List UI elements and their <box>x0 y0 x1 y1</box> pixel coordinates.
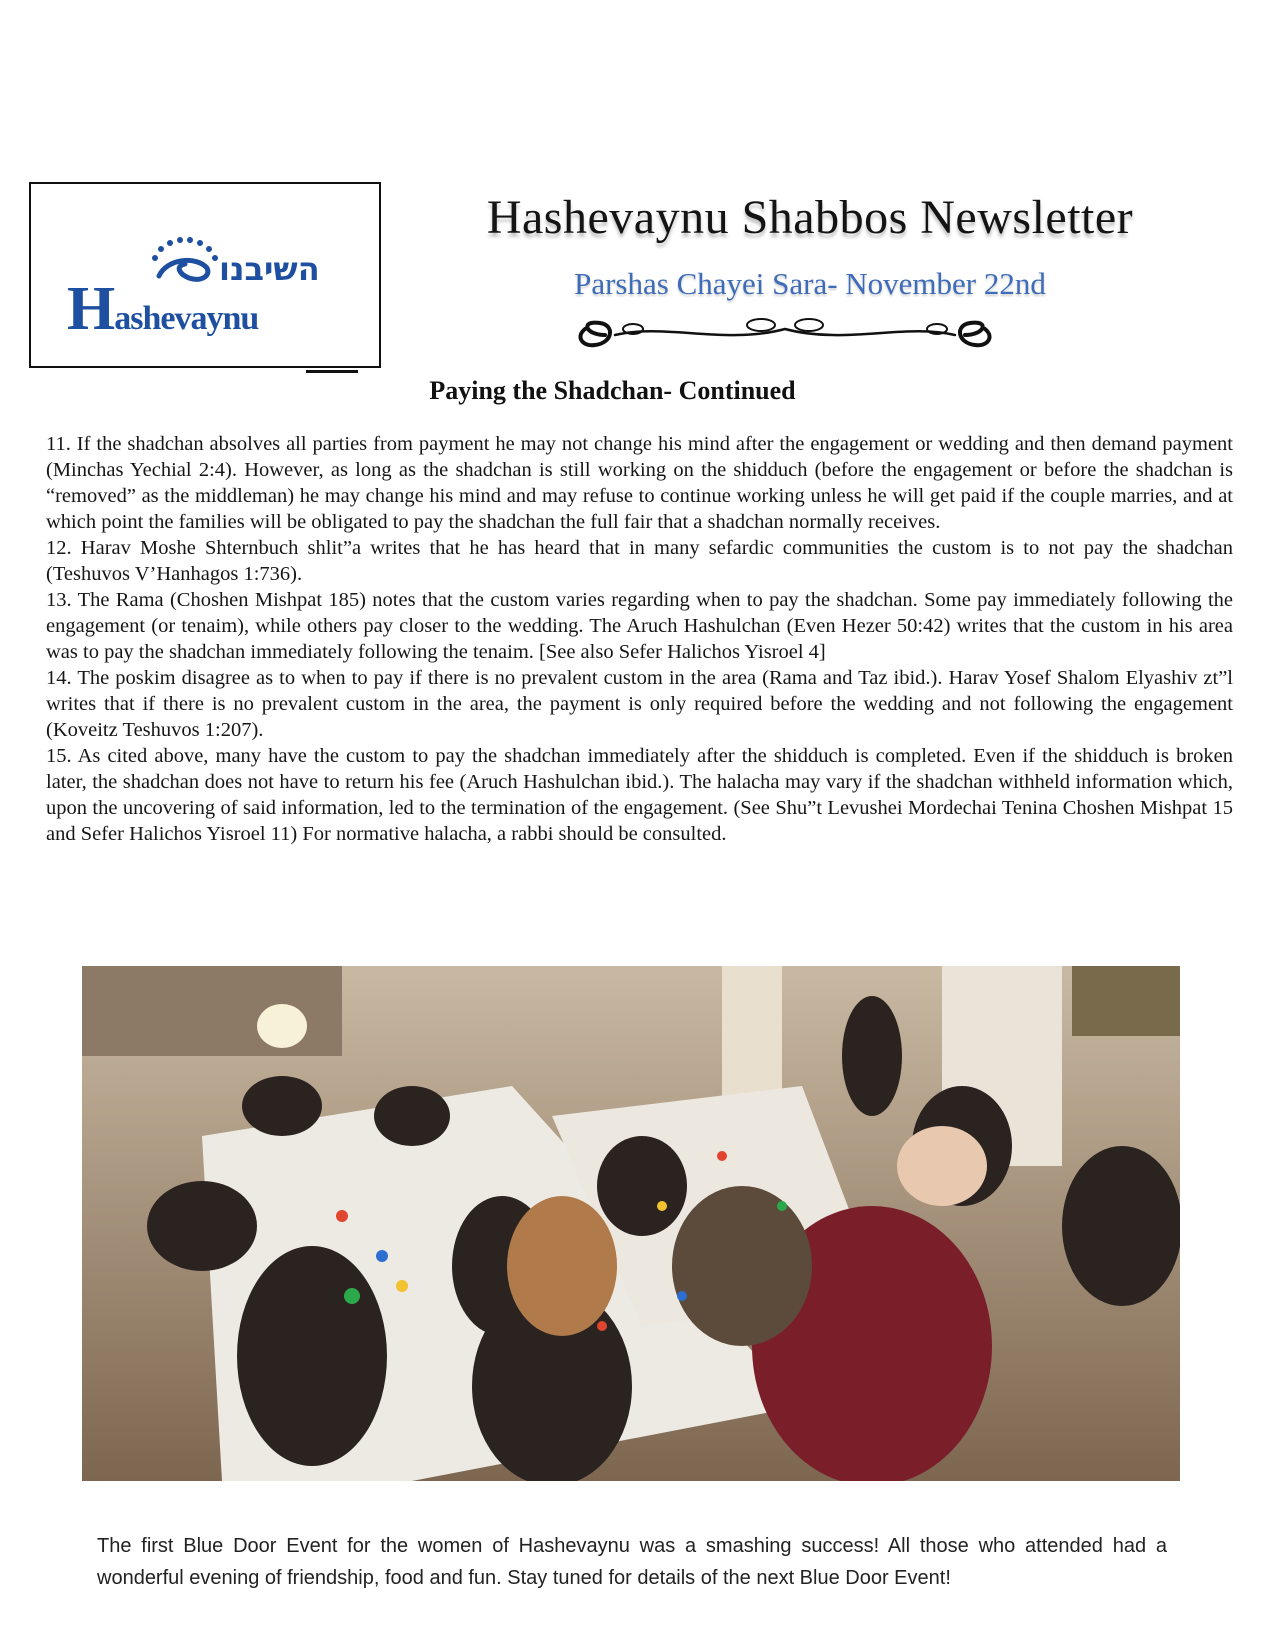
logo-wordmark-rest: ashevaynu <box>114 300 259 337</box>
article-heading: Paying the Shadchan- Continued <box>429 376 796 405</box>
event-photo-illustration <box>82 966 1180 1481</box>
article-paragraph: 15. As cited above, many have the custom to pay the shadchan immediately after the shidduch is completed. Even if the shidduch is broken later, the shadchan does not have to return his fee (Aruch Hashulchan ibid.). The halacha may vary if the shadchan withheld information which, upon the uncovering of said information, led to the termination of the engagement. (See Shu”t Levushei Mordechai Tenina Choshen Mishpat 15 and Sefer Halichos Yisroel 11) For normative halacha, a rabbi should be consulted. <box>46 745 1233 845</box>
logo-box-shadow <box>306 370 358 373</box>
logo-initial: H <box>67 275 115 343</box>
logo-box <box>29 182 381 368</box>
logo-hebrew-text: השיבנו <box>219 250 320 288</box>
article-body <box>46 431 1233 847</box>
event-photo <box>82 966 1180 1481</box>
article-paragraph: 11. If the shadchan absolves all parties from payment he may not change his mind after the engagement or wedding and then demand payment (Minchas Yechial 2:4). However, as long as the shadchan is still working on the shidduch (before the engagement or before the shadchan is “removed” as the middleman) he may change his mind and may refuse to continue working unless he will get paid if the couple marries, and at which point the families will be obligated to pay the shadchan the full fair that a shadchan normally receives. <box>46 433 1233 533</box>
newsletter-subtitle: Parshas Chayei Sara- November 22nd <box>574 266 1046 301</box>
article-paragraph: 14. The poskim disagree as to when to pay if there is no prevalent custom in the area (Rama and Taz ibid.). Harav Yosef Shalom Elyashiv zt”l writes that if there is no prevalent custom in the area, the payment is only required before the wedding and not following the engagement (Koveitz Teshuvos 1:207). <box>46 667 1233 741</box>
photo-caption: The first Blue Door Event for the women of Hashevaynu was a smashing success! All those who attended had a wonderful evening of friendship, food and fun. Stay tuned for details of the next Blue Door Event! <box>97 1535 1167 1589</box>
article-paragraph: 12. Harav Moshe Shternbuch shlit”a writes that he has heard that in many sefardic communities the custom is to not pay the shadchan (Teshuvos V’Hanhagos 1:736). <box>46 537 1233 585</box>
article-paragraph: 13. The Rama (Choshen Mishpat 185) notes that the custom varies regarding when to pay the shadchan. Some pay immediately following the engagement (or tenaim), while others pay closer to the wedding. The Aruch Hashulchan (Even Hezer 50:42) writes that the custom in his area was to pay the shadchan immediately following the tenaim. [See also Sefer Halichos Yisroel 4] <box>46 589 1233 663</box>
newsletter-title: Hashevaynu Shabbos Newsletter <box>486 191 1134 244</box>
divider-flourish-icon <box>575 315 995 355</box>
logo-wordmark <box>67 275 259 343</box>
